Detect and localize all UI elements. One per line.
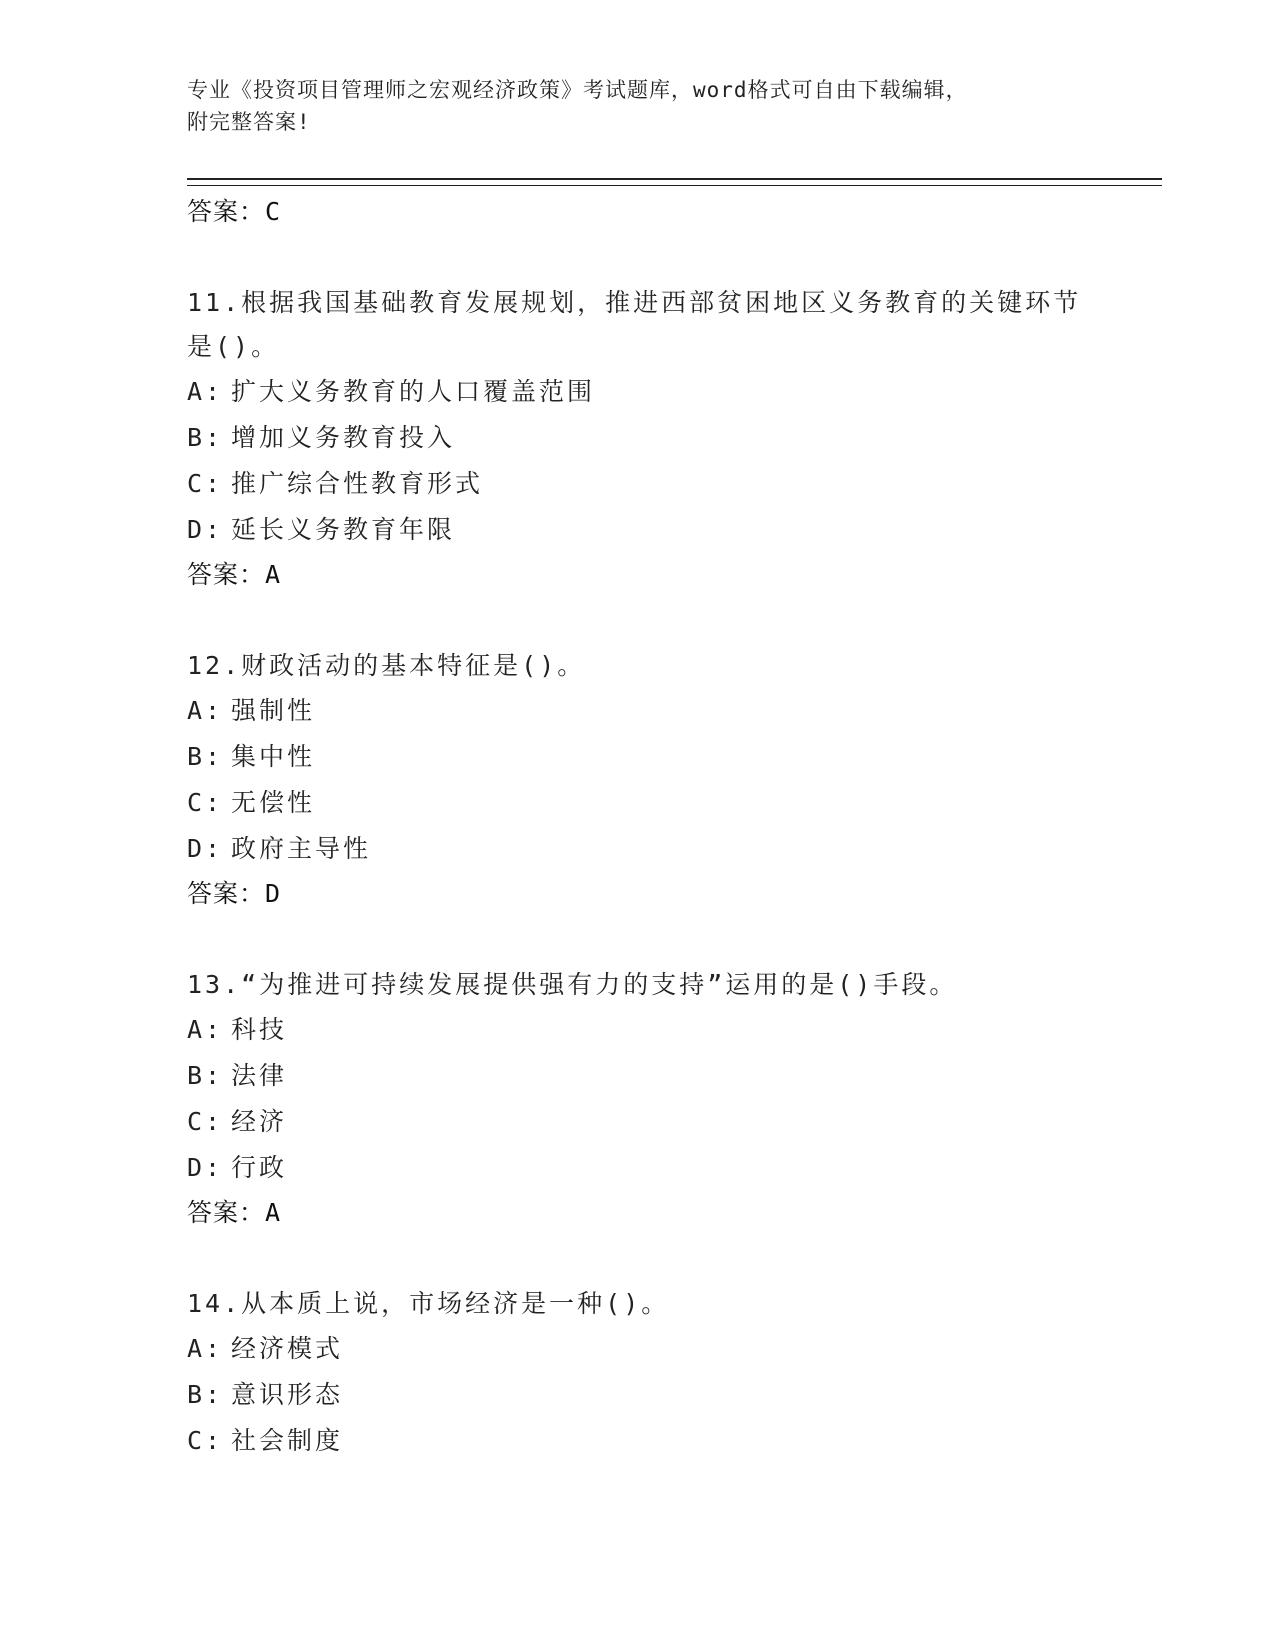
option-text: 推广综合性教育形式 [231,469,484,498]
option-key: D: [187,515,224,544]
document-header [187,74,1067,138]
answer-label: 答案： [187,1198,266,1227]
option-text: 行政 [231,1153,288,1182]
option-text: 无偿性 [231,788,316,817]
option-text: 社会制度 [231,1426,344,1455]
option-text: 法律 [231,1061,288,1090]
answer-label: 答案： [187,560,266,589]
option-key: A: [187,377,224,406]
option-c [187,1099,1162,1145]
option-text: 集中性 [231,742,316,771]
question-text: 14.从本质上说，市场经济是一种()。 [187,1289,670,1318]
option-text: 意识形态 [231,1380,344,1409]
option-key: B: [187,423,224,452]
header-line-2: 附完整答案! [187,110,311,134]
option-c [187,1418,1162,1464]
answer-value: A [265,560,282,589]
question-gap [187,916,1162,963]
option-key: C: [187,1426,224,1455]
question-block [187,963,1162,1235]
option-c [187,780,1162,826]
header-line-1: 专业《投资项目管理师之宏观经济政策》考试题库，word格式可自由下载编辑， [187,78,968,102]
option-b [187,734,1162,780]
answer-line [187,872,1162,916]
option-text: 科技 [231,1015,288,1044]
question-text: 11.根据我国基础教育发展规划，推进西部贫困地区义务教育的关键环节是()。 [187,288,1082,361]
question-gap [187,597,1162,644]
option-key: A: [187,1015,224,1044]
option-text: 增加义务教育投入 [231,423,456,452]
option-key: A: [187,1334,224,1363]
question-list [187,190,1162,1464]
option-b [187,1372,1162,1418]
option-key: C: [187,1107,224,1136]
question-block [187,644,1162,916]
option-key: D: [187,1153,224,1182]
option-d [187,1145,1162,1191]
option-key: D: [187,834,224,863]
answer-line [187,1191,1162,1235]
option-text: 政府主导性 [231,834,372,863]
option-d [187,507,1162,553]
option-text: 强制性 [231,696,316,725]
question-block [187,281,1162,597]
question-text: 12.财政活动的基本特征是()。 [187,651,586,680]
option-c [187,461,1162,507]
option-a [187,688,1162,734]
option-d [187,826,1162,872]
question-gap [187,234,1162,281]
answer-label: 答案： [187,879,266,908]
option-key: C: [187,469,224,498]
answer-value: D [265,879,282,908]
question-block [187,1282,1162,1464]
option-a [187,1326,1162,1372]
question-gap [187,1235,1162,1282]
question-text: 13.“为推进可持续发展提供强有力的支持”运用的是()手段。 [187,970,958,999]
answer-value: A [265,1198,282,1227]
option-key: C: [187,788,224,817]
answer-line [187,190,1162,234]
header-divider [187,178,1162,186]
option-text: 经济 [231,1107,288,1136]
option-text: 扩大义务教育的人口覆盖范围 [231,377,596,406]
option-b [187,415,1162,461]
answer-label: 答案： [187,197,266,226]
option-a [187,369,1162,415]
answer-line [187,553,1162,597]
option-key: A: [187,696,224,725]
option-text: 延长义务教育年限 [231,515,456,544]
option-key: B: [187,1061,224,1090]
option-key: B: [187,742,224,771]
option-key: B: [187,1380,224,1409]
option-a [187,1007,1162,1053]
option-b [187,1053,1162,1099]
answer-value: C [265,197,282,226]
option-text: 经济模式 [231,1334,344,1363]
